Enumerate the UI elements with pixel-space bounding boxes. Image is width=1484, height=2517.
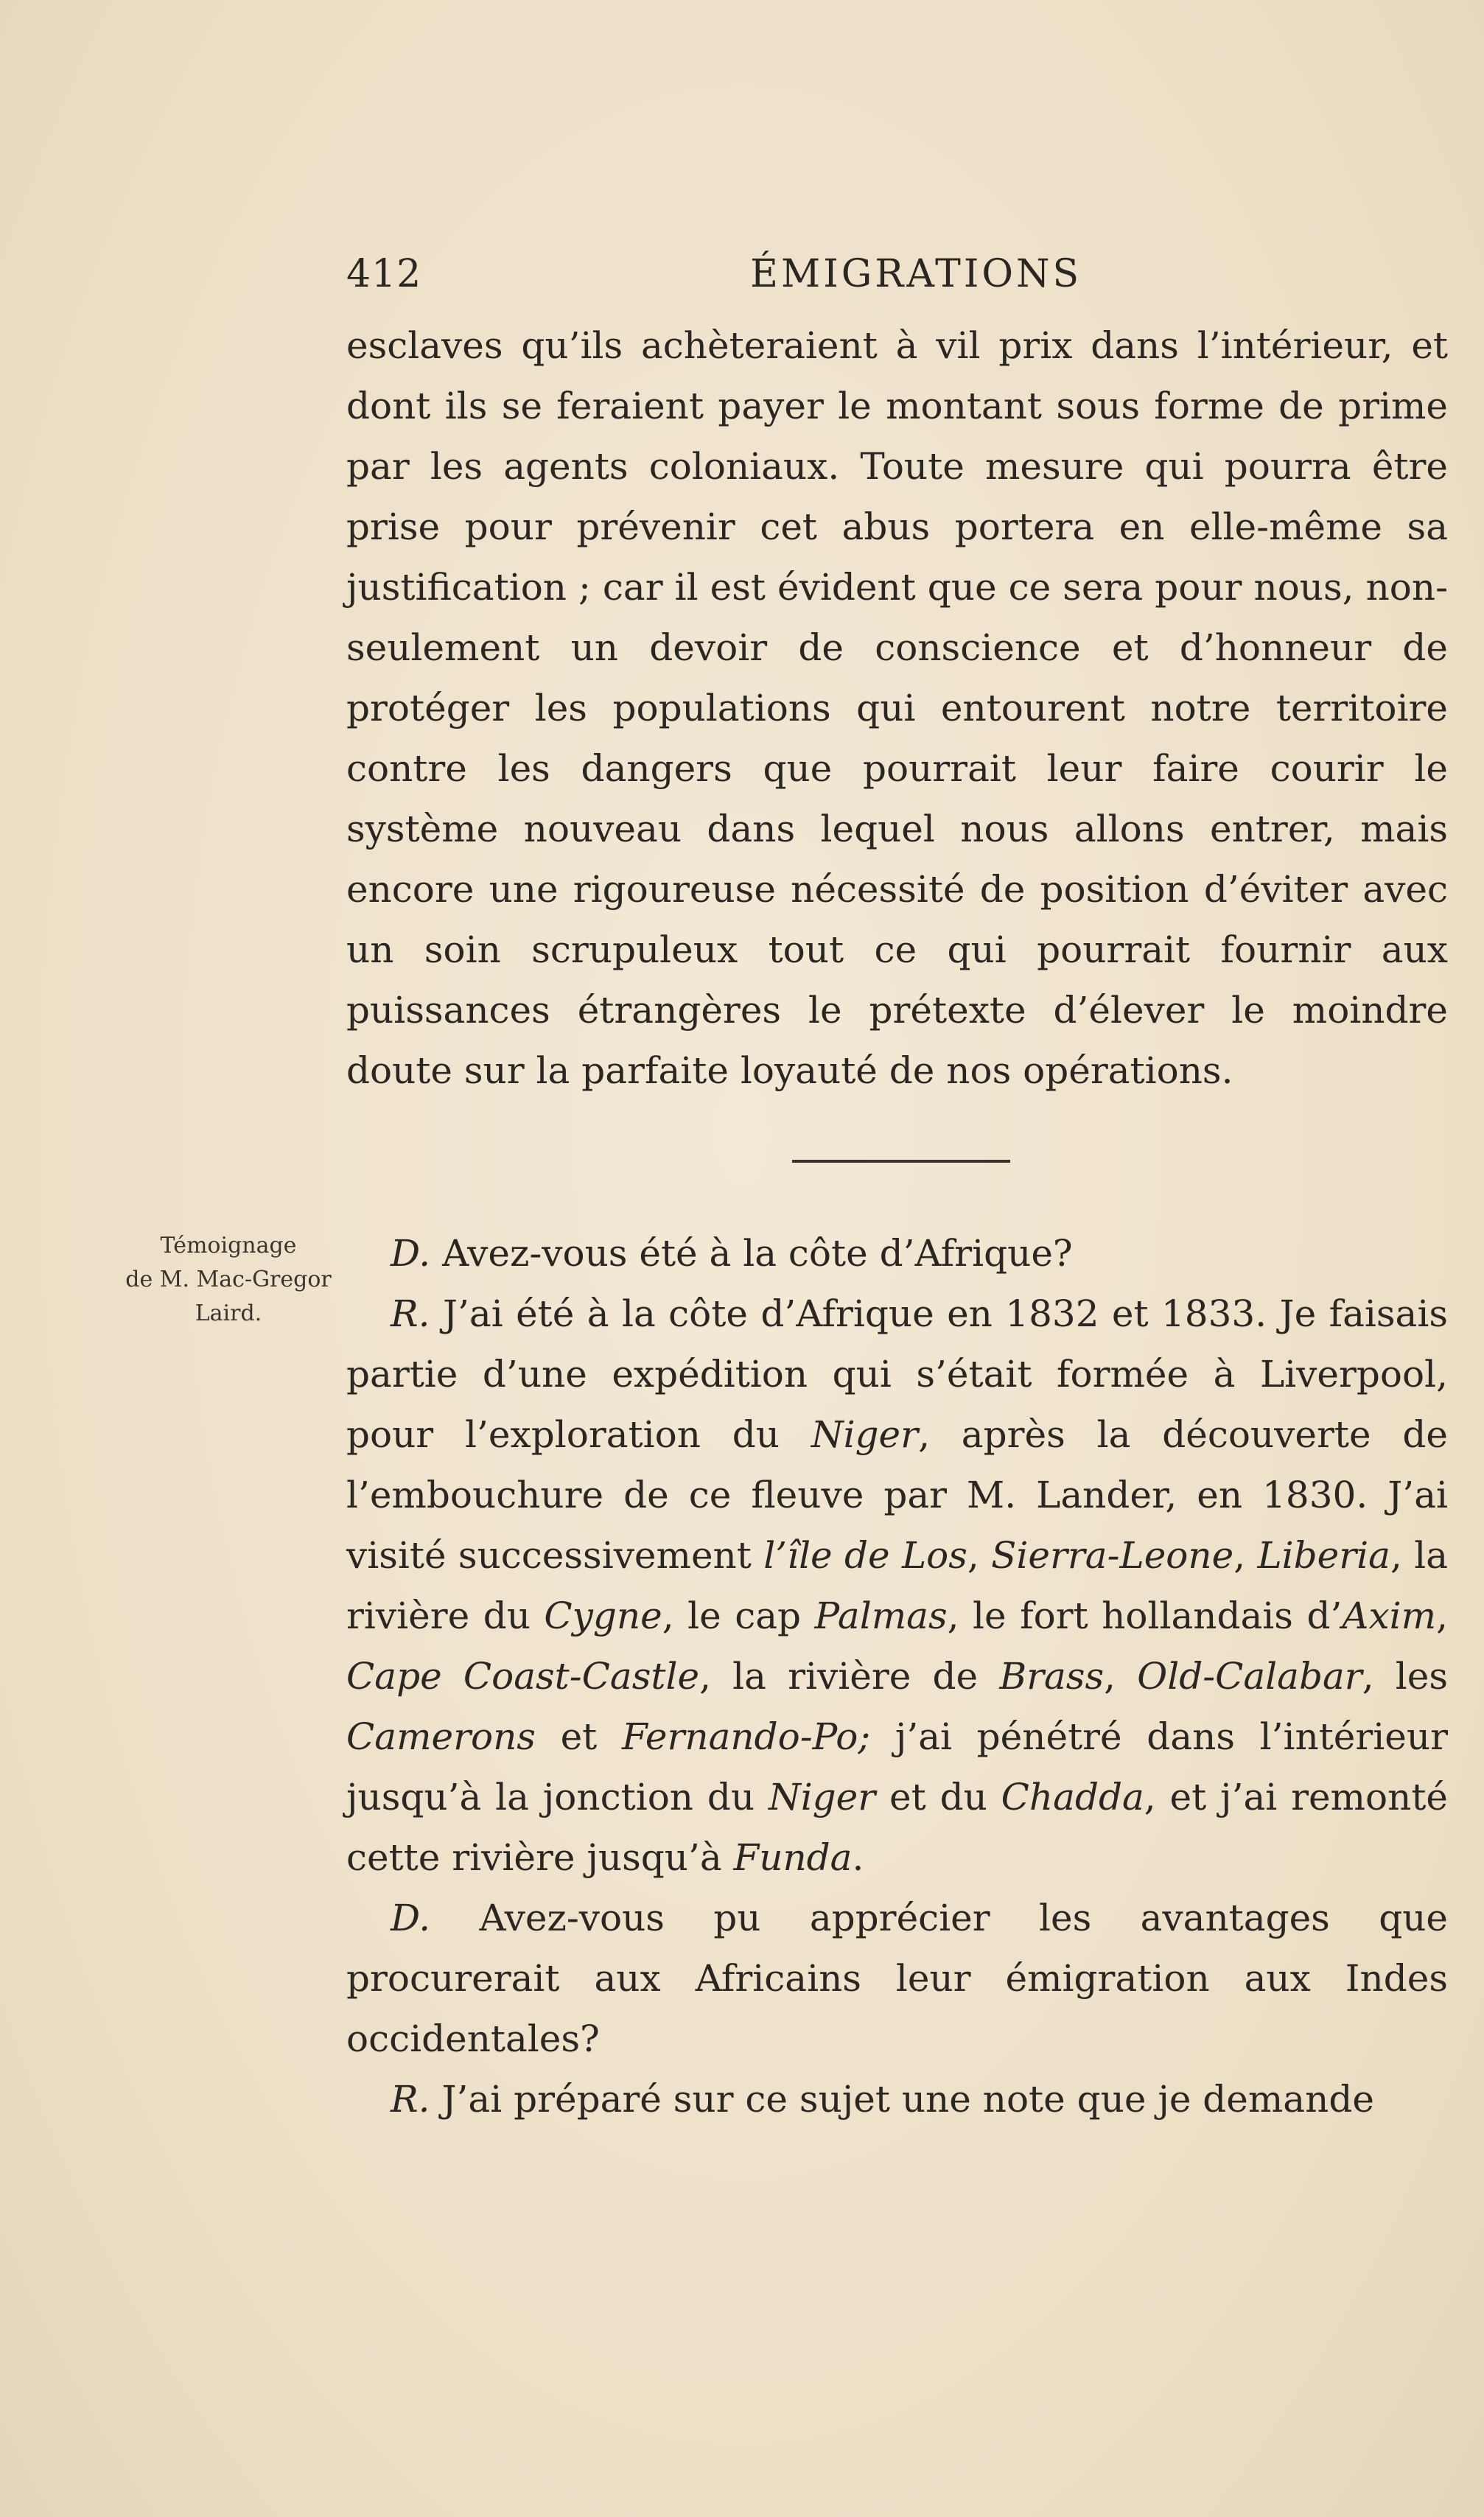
interview-section <box>346 1223 1448 2129</box>
answer-text: , le fort hollandais d’ <box>947 1594 1343 1637</box>
answer-text: , <box>1436 1594 1448 1637</box>
answer-text: et <box>535 1715 622 1758</box>
place-name: Cape Coast-Castle <box>346 1655 700 1698</box>
place-name: Liberia <box>1257 1534 1390 1577</box>
place-name: Brass <box>999 1655 1105 1698</box>
answer-text: et du <box>875 1776 1001 1818</box>
place-name: l’île de Los <box>763 1534 967 1577</box>
answer-text: , le cap <box>662 1594 815 1637</box>
question-1 <box>346 1223 1448 1284</box>
margin-note-line: Laird. <box>195 1300 262 1326</box>
question-2 <box>346 1888 1448 2069</box>
answer-text: j’ai pénétré dans l’intérieur jusqu’à la jonction du <box>346 1715 1448 1818</box>
running-title: ÉMIGRATIONS <box>750 252 1082 296</box>
place-name: Camerons <box>346 1715 536 1758</box>
answer-text: , <box>967 1534 992 1577</box>
intro-paragraph: esclaves qu’ils achèteraient à vil prix dans l’intérieur, et dont ils se feraient payer le montant sous forme de prime par les agents coloniaux. Toute mesure qui pourra être prise pour prévenir cet abus portera en elle-même sa justification ; car il est évident que ce sera pour nous, non-seulement un devoir de conscience et d’honneur de protéger les populations qui entourent notre territoire contre les dangers que pourrait leur faire courir le système nouveau dans lequel nous allons entrer, mais encore une rigoureuse nécessité de position d’éviter avec un soin scrupuleux tout ce qui pourrait fournir aux puissances étrangères le prétexte d’élever le moindre doute sur la parfaite loyauté de nos opérations. <box>346 324 1448 1092</box>
place-name: Chadda <box>1001 1776 1144 1818</box>
answer-text: , les <box>1362 1655 1449 1698</box>
place-name: Niger <box>768 1776 876 1818</box>
question-text: Avez-vous pu apprécier les avantages que procurerait aux Africains leur émigration aux Indes occidentales? <box>346 1897 1448 2060</box>
answer-2 <box>346 2069 1448 2129</box>
answer-text: , après la découverte de l’embouchure de ce fleuve par M. Lander, en 1830. J’ai visité successivement <box>346 1413 1448 1577</box>
speaker-label: D. <box>391 1232 431 1275</box>
speaker-label: R. <box>391 2078 430 2121</box>
place-name: Axim <box>1342 1594 1437 1637</box>
margin-note <box>111 1229 346 1331</box>
speaker-label: R. <box>391 1292 430 1335</box>
answer-text: , et j’ai remonté cette rivière jusqu’à <box>346 1776 1449 1879</box>
question-text: Avez-vous été à la côte d’Afrique? <box>430 1232 1073 1275</box>
place-name: Niger <box>811 1413 919 1456</box>
place-name: Cygne <box>544 1594 662 1637</box>
place-name: Sierra-Leone <box>991 1534 1234 1577</box>
answer-text: J’ai préparé sur ce sujet une note que je demande <box>430 2078 1374 2121</box>
place-name: Fernando-Po; <box>621 1715 871 1758</box>
answer-text: , <box>1104 1655 1138 1698</box>
place-name: Funda <box>733 1836 853 1879</box>
answer-text: , la rivière du <box>346 1534 1448 1637</box>
answer-text: , <box>1233 1534 1258 1577</box>
page-number: 412 <box>346 252 422 296</box>
margin-note-line: de M. Mac-Gregor <box>125 1267 332 1292</box>
answer-text: . <box>852 1836 864 1879</box>
place-name: Palmas <box>814 1594 948 1637</box>
answer-1 <box>346 1284 1448 1888</box>
answer-text: J’ai été à la côte d’Afrique en 1832 et 1833. Je faisais partie d’une expédition qui s’était formée à Liverpool, pour l’exploration du <box>346 1292 1448 1456</box>
section-divider <box>792 1160 1010 1163</box>
place-name: Old-Calabar <box>1137 1655 1362 1698</box>
margin-note-line: Témoignage <box>160 1233 297 1258</box>
running-head <box>346 252 1452 304</box>
speaker-label: D. <box>391 1897 431 1939</box>
answer-text: , la rivière de <box>699 1655 1000 1698</box>
